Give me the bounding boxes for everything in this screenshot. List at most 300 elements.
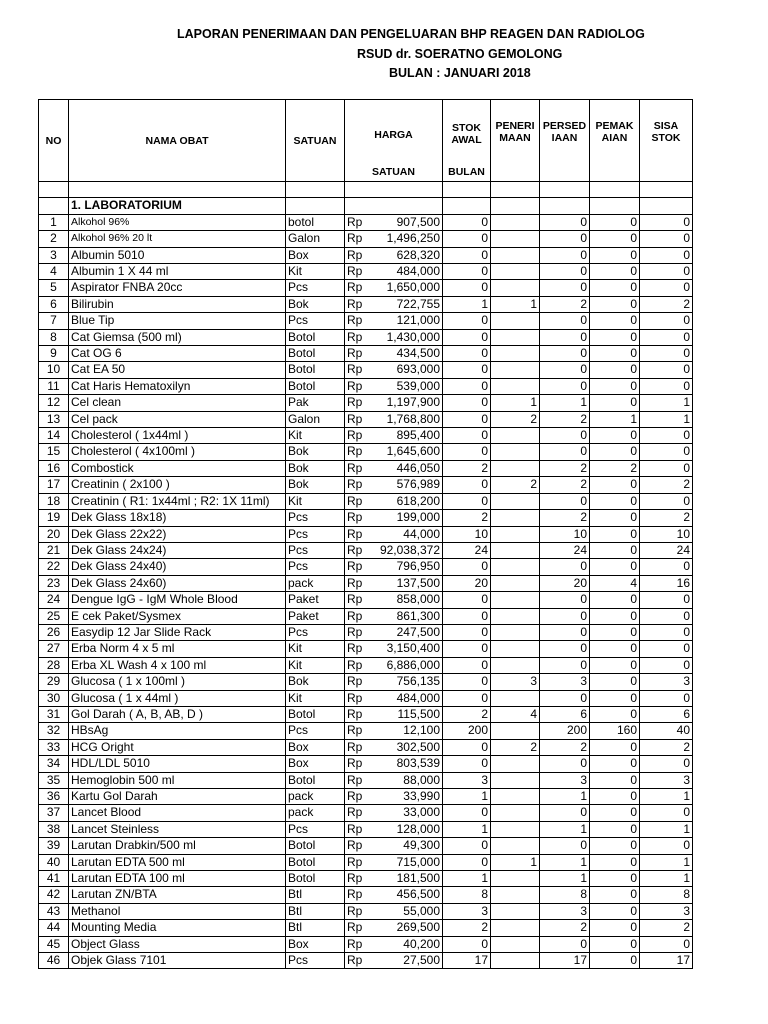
col-header-no: NO [39, 100, 69, 182]
row-penerimaan [491, 723, 540, 739]
row-harga: 1,650,000 [371, 280, 443, 296]
hospital-name: RSUD dr. SOERATNO GEMOLONG [357, 47, 563, 61]
row-persediaan: 0 [540, 264, 590, 280]
row-no: 1 [39, 214, 69, 230]
row-penerimaan [491, 559, 540, 575]
row-harga: 181,500 [371, 871, 443, 887]
row-stok-awal: 10 [443, 526, 491, 542]
row-nama: Larutan ZN/BTA [69, 887, 286, 903]
row-pemakaian: 0 [590, 903, 640, 919]
row-penerimaan: 3 [491, 674, 540, 690]
row-nama: Kartu Gol Darah [69, 789, 286, 805]
row-currency: Rp [345, 559, 371, 575]
row-satuan: Btl [286, 903, 345, 919]
row-stok-awal: 0 [443, 641, 491, 657]
section-label: 1. LABORATORIUM [69, 198, 286, 214]
table-row [39, 526, 693, 542]
row-no: 35 [39, 772, 69, 788]
row-no: 41 [39, 871, 69, 887]
row-nama: Cholesterol ( 1x44ml ) [69, 428, 286, 444]
row-pemakaian: 0 [590, 542, 640, 558]
row-currency: Rp [345, 510, 371, 526]
col-header-harga: HARGA [345, 100, 443, 164]
row-pemakaian: 0 [590, 953, 640, 969]
row-currency: Rp [345, 460, 371, 476]
row-stok-awal: 0 [443, 739, 491, 755]
row-harga: 121,000 [371, 313, 443, 329]
row-stok-awal: 2 [443, 460, 491, 476]
row-persediaan: 0 [540, 214, 590, 230]
col-header-persediaan: PERSED IAAN [540, 100, 590, 182]
row-stok-awal: 2 [443, 706, 491, 722]
row-harga: 576,989 [371, 477, 443, 493]
row-nama: Dek Glass 24x60) [69, 575, 286, 591]
row-harga: 858,000 [371, 592, 443, 608]
row-pemakaian: 0 [590, 264, 640, 280]
row-no: 24 [39, 592, 69, 608]
row-stok-awal: 0 [443, 362, 491, 378]
row-stok-awal: 0 [443, 559, 491, 575]
row-stok-awal: 0 [443, 214, 491, 230]
row-no: 16 [39, 460, 69, 476]
row-currency: Rp [345, 706, 371, 722]
row-persediaan: 0 [540, 592, 590, 608]
row-nama: Dek Glass 24x24) [69, 542, 286, 558]
row-pemakaian: 0 [590, 346, 640, 362]
row-harga: 247,500 [371, 624, 443, 640]
row-persediaan: 1 [540, 821, 590, 837]
row-harga: 128,000 [371, 821, 443, 837]
row-nama: Easydip 12 Jar Slide Rack [69, 624, 286, 640]
row-pemakaian: 0 [590, 559, 640, 575]
row-persediaan: 0 [540, 444, 590, 460]
row-nama: Lancet Blood [69, 805, 286, 821]
row-no: 2 [39, 231, 69, 247]
row-stok-awal: 0 [443, 444, 491, 460]
row-persediaan: 0 [540, 559, 590, 575]
row-no: 36 [39, 789, 69, 805]
table-row [39, 346, 693, 362]
row-stok-awal: 0 [443, 346, 491, 362]
row-harga: 803,539 [371, 756, 443, 772]
row-nama: HBsAg [69, 723, 286, 739]
row-currency: Rp [345, 280, 371, 296]
row-pemakaian: 0 [590, 838, 640, 854]
row-pemakaian: 0 [590, 789, 640, 805]
row-pemakaian: 0 [590, 690, 640, 706]
table-row [39, 772, 693, 788]
row-penerimaan [491, 280, 540, 296]
row-currency: Rp [345, 838, 371, 854]
table-row [39, 690, 693, 706]
row-harga: 446,050 [371, 460, 443, 476]
row-stok-awal: 0 [443, 936, 491, 952]
table-row [39, 313, 693, 329]
row-pemakaian: 0 [590, 395, 640, 411]
row-currency: Rp [345, 346, 371, 362]
row-nama: Methanol [69, 903, 286, 919]
row-harga: 3,150,400 [371, 641, 443, 657]
row-currency: Rp [345, 477, 371, 493]
row-penerimaan [491, 624, 540, 640]
row-nama: Albumin 5010 [69, 247, 286, 263]
row-harga: 722,755 [371, 296, 443, 312]
row-harga: 269,500 [371, 920, 443, 936]
col-header-nama: NAMA OBAT [69, 100, 286, 182]
row-penerimaan [491, 542, 540, 558]
row-penerimaan [491, 641, 540, 657]
row-persediaan: 0 [540, 231, 590, 247]
row-persediaan: 1 [540, 395, 590, 411]
col-header-satuan: SATUAN [286, 100, 345, 182]
table-row [39, 247, 693, 263]
row-no: 11 [39, 378, 69, 394]
row-sisa: 0 [640, 657, 693, 673]
row-penerimaan [491, 510, 540, 526]
row-persediaan: 3 [540, 772, 590, 788]
table-row [39, 411, 693, 427]
row-satuan: Botol [286, 871, 345, 887]
row-nama: Object Glass [69, 936, 286, 952]
row-no: 45 [39, 936, 69, 952]
row-currency: Rp [345, 936, 371, 952]
row-persediaan: 0 [540, 838, 590, 854]
row-sisa: 16 [640, 575, 693, 591]
row-sisa: 1 [640, 411, 693, 427]
row-pemakaian: 0 [590, 477, 640, 493]
row-no: 40 [39, 854, 69, 870]
row-penerimaan [491, 460, 540, 476]
table-row [39, 953, 693, 969]
row-persediaan: 0 [540, 313, 590, 329]
row-satuan: Pcs [286, 280, 345, 296]
row-stok-awal: 0 [443, 264, 491, 280]
row-pemakaian: 0 [590, 214, 640, 230]
row-no: 43 [39, 903, 69, 919]
row-harga: 88,000 [371, 772, 443, 788]
row-satuan: Bok [286, 477, 345, 493]
table-row [39, 887, 693, 903]
row-pemakaian: 0 [590, 362, 640, 378]
row-penerimaan [491, 608, 540, 624]
row-satuan: Paket [286, 608, 345, 624]
row-stok-awal: 0 [443, 624, 491, 640]
row-harga: 1,430,000 [371, 329, 443, 345]
row-sisa: 2 [640, 296, 693, 312]
row-penerimaan [491, 772, 540, 788]
row-satuan: Botol [286, 854, 345, 870]
row-stok-awal: 0 [443, 838, 491, 854]
row-no: 19 [39, 510, 69, 526]
row-penerimaan [491, 690, 540, 706]
row-satuan: Bok [286, 460, 345, 476]
row-harga: 1,197,900 [371, 395, 443, 411]
row-sisa: 0 [640, 608, 693, 624]
row-harga: 137,500 [371, 575, 443, 591]
row-stok-awal: 0 [443, 756, 491, 772]
row-harga: 6,886,000 [371, 657, 443, 673]
row-harga: 49,300 [371, 838, 443, 854]
row-harga: 715,000 [371, 854, 443, 870]
row-no: 26 [39, 624, 69, 640]
row-stok-awal: 0 [443, 395, 491, 411]
row-persediaan: 2 [540, 460, 590, 476]
row-no: 33 [39, 739, 69, 755]
row-currency: Rp [345, 821, 371, 837]
row-pemakaian: 1 [590, 411, 640, 427]
row-persediaan: 2 [540, 477, 590, 493]
row-persediaan: 0 [540, 247, 590, 263]
col-header-stok-awal-sub: BULAN [443, 164, 491, 182]
row-satuan: Pcs [286, 953, 345, 969]
row-penerimaan [491, 887, 540, 903]
row-satuan: Box [286, 756, 345, 772]
row-penerimaan [491, 231, 540, 247]
row-sisa: 0 [640, 280, 693, 296]
row-nama: Larutan EDTA 100 ml [69, 871, 286, 887]
row-satuan: Pcs [286, 526, 345, 542]
row-sisa: 0 [640, 592, 693, 608]
row-harga: 33,000 [371, 805, 443, 821]
row-sisa: 1 [640, 789, 693, 805]
row-stok-awal: 0 [443, 854, 491, 870]
row-satuan: Box [286, 247, 345, 263]
row-no: 20 [39, 526, 69, 542]
row-sisa: 3 [640, 674, 693, 690]
row-satuan: Galon [286, 411, 345, 427]
row-no: 4 [39, 264, 69, 280]
row-pemakaian: 0 [590, 510, 640, 526]
row-no: 17 [39, 477, 69, 493]
row-penerimaan [491, 346, 540, 362]
row-pemakaian: 0 [590, 444, 640, 460]
row-pemakaian: 0 [590, 428, 640, 444]
row-persediaan: 0 [540, 690, 590, 706]
table-row [39, 871, 693, 887]
row-persediaan: 2 [540, 739, 590, 755]
row-nama: Erba Norm 4 x 5 ml [69, 641, 286, 657]
row-penerimaan [491, 838, 540, 854]
row-nama: HCG Oright [69, 739, 286, 755]
row-sisa: 40 [640, 723, 693, 739]
row-sisa: 0 [640, 329, 693, 345]
row-currency: Rp [345, 362, 371, 378]
row-penerimaan [491, 903, 540, 919]
row-persediaan: 0 [540, 493, 590, 509]
row-satuan: Pak [286, 395, 345, 411]
row-sisa: 0 [640, 493, 693, 509]
row-pemakaian: 0 [590, 756, 640, 772]
row-no: 9 [39, 346, 69, 362]
row-satuan: Paket [286, 592, 345, 608]
row-harga: 693,000 [371, 362, 443, 378]
table-row [39, 280, 693, 296]
row-persediaan: 0 [540, 608, 590, 624]
row-sisa: 0 [640, 690, 693, 706]
row-satuan: Botol [286, 706, 345, 722]
row-nama: Mounting Media [69, 920, 286, 936]
row-pemakaian: 0 [590, 936, 640, 952]
row-nama: Dengue IgG - IgM Whole Blood [69, 592, 286, 608]
row-no: 31 [39, 706, 69, 722]
row-persediaan: 0 [540, 329, 590, 345]
row-sisa: 0 [640, 936, 693, 952]
row-stok-awal: 0 [443, 247, 491, 263]
row-sisa: 2 [640, 510, 693, 526]
row-nama: Creatinin ( R1: 1x44ml ; R2: 1X 11ml) [69, 493, 286, 509]
table-row [39, 460, 693, 476]
row-currency: Rp [345, 624, 371, 640]
row-currency: Rp [345, 608, 371, 624]
row-persediaan: 0 [540, 624, 590, 640]
row-nama: Alkohol 96% 20 lt [69, 231, 286, 247]
row-nama: Aspirator FNBA 20cc [69, 280, 286, 296]
row-pemakaian: 160 [590, 723, 640, 739]
row-pemakaian: 0 [590, 920, 640, 936]
table-row [39, 296, 693, 312]
row-currency: Rp [345, 526, 371, 542]
row-sisa: 2 [640, 477, 693, 493]
row-stok-awal: 0 [443, 313, 491, 329]
row-persediaan: 20 [540, 575, 590, 591]
table-row [39, 592, 693, 608]
row-penerimaan [491, 756, 540, 772]
row-pemakaian: 0 [590, 821, 640, 837]
row-satuan: Box [286, 739, 345, 755]
row-stok-awal: 1 [443, 871, 491, 887]
row-penerimaan [491, 920, 540, 936]
row-satuan: Pcs [286, 313, 345, 329]
row-persediaan: 0 [540, 657, 590, 673]
row-sisa: 0 [640, 624, 693, 640]
row-stok-awal: 2 [443, 510, 491, 526]
row-currency: Rp [345, 739, 371, 755]
row-sisa: 0 [640, 641, 693, 657]
row-persediaan: 0 [540, 280, 590, 296]
row-sisa: 1 [640, 854, 693, 870]
row-sisa: 1 [640, 821, 693, 837]
row-penerimaan [491, 936, 540, 952]
row-harga: 628,320 [371, 247, 443, 263]
row-pemakaian: 0 [590, 854, 640, 870]
row-harga: 55,000 [371, 903, 443, 919]
row-harga: 907,500 [371, 214, 443, 230]
table-row [39, 428, 693, 444]
row-satuan: pack [286, 789, 345, 805]
row-currency: Rp [345, 871, 371, 887]
row-harga: 895,400 [371, 428, 443, 444]
row-persediaan: 1 [540, 789, 590, 805]
row-harga: 434,500 [371, 346, 443, 362]
row-persediaan: 10 [540, 526, 590, 542]
col-header-stok-awal: STOK AWAL [443, 100, 491, 164]
row-no: 37 [39, 805, 69, 821]
row-no: 10 [39, 362, 69, 378]
row-persediaan: 0 [540, 346, 590, 362]
row-stok-awal: 20 [443, 575, 491, 591]
table-row [39, 493, 693, 509]
row-satuan: Kit [286, 264, 345, 280]
row-penerimaan [491, 526, 540, 542]
report-month: BULAN : JANUARI 2018 [389, 66, 531, 80]
row-no: 14 [39, 428, 69, 444]
table-row [39, 542, 693, 558]
row-sisa: 1 [640, 871, 693, 887]
row-stok-awal: 0 [443, 674, 491, 690]
row-persediaan: 0 [540, 362, 590, 378]
row-penerimaan [491, 214, 540, 230]
row-satuan: Kit [286, 690, 345, 706]
row-harga: 1,496,250 [371, 231, 443, 247]
row-nama: Bilirubin [69, 296, 286, 312]
row-penerimaan: 2 [491, 411, 540, 427]
row-satuan: Pcs [286, 559, 345, 575]
row-harga: 484,000 [371, 264, 443, 280]
row-harga: 27,500 [371, 953, 443, 969]
col-header-pemakaian: PEMAK AIAN [590, 100, 640, 182]
row-satuan: Botol [286, 378, 345, 394]
row-penerimaan: 2 [491, 739, 540, 755]
row-penerimaan [491, 329, 540, 345]
row-stok-awal: 0 [443, 477, 491, 493]
row-harga: 12,100 [371, 723, 443, 739]
row-satuan: Galon [286, 231, 345, 247]
row-sisa: 0 [640, 428, 693, 444]
row-harga: 796,950 [371, 559, 443, 575]
row-no: 18 [39, 493, 69, 509]
row-stok-awal: 1 [443, 789, 491, 805]
row-persediaan: 1 [540, 854, 590, 870]
row-currency: Rp [345, 378, 371, 394]
row-stok-awal: 0 [443, 805, 491, 821]
row-no: 27 [39, 641, 69, 657]
row-no: 12 [39, 395, 69, 411]
row-no: 42 [39, 887, 69, 903]
row-no: 30 [39, 690, 69, 706]
row-sisa: 0 [640, 838, 693, 854]
row-penerimaan [491, 362, 540, 378]
row-no: 32 [39, 723, 69, 739]
row-stok-awal: 2 [443, 920, 491, 936]
row-satuan: Bok [286, 296, 345, 312]
spacer-row [39, 182, 693, 198]
row-harga: 456,500 [371, 887, 443, 903]
row-sisa: 8 [640, 887, 693, 903]
row-sisa: 3 [640, 772, 693, 788]
row-persediaan: 2 [540, 510, 590, 526]
row-satuan: Btl [286, 920, 345, 936]
row-nama: Cat Giemsa (500 ml) [69, 329, 286, 345]
row-nama: HDL/LDL 5010 [69, 756, 286, 772]
row-penerimaan [491, 805, 540, 821]
row-currency: Rp [345, 887, 371, 903]
table-row [39, 264, 693, 280]
row-currency: Rp [345, 657, 371, 673]
row-currency: Rp [345, 231, 371, 247]
row-nama: Dek Glass 22x22) [69, 526, 286, 542]
row-no: 13 [39, 411, 69, 427]
row-currency: Rp [345, 903, 371, 919]
row-currency: Rp [345, 493, 371, 509]
row-satuan: Pcs [286, 542, 345, 558]
row-sisa: 3 [640, 903, 693, 919]
row-satuan: Botol [286, 772, 345, 788]
row-pemakaian: 0 [590, 247, 640, 263]
row-currency: Rp [345, 854, 371, 870]
row-penerimaan [491, 247, 540, 263]
row-currency: Rp [345, 805, 371, 821]
row-penerimaan [491, 493, 540, 509]
